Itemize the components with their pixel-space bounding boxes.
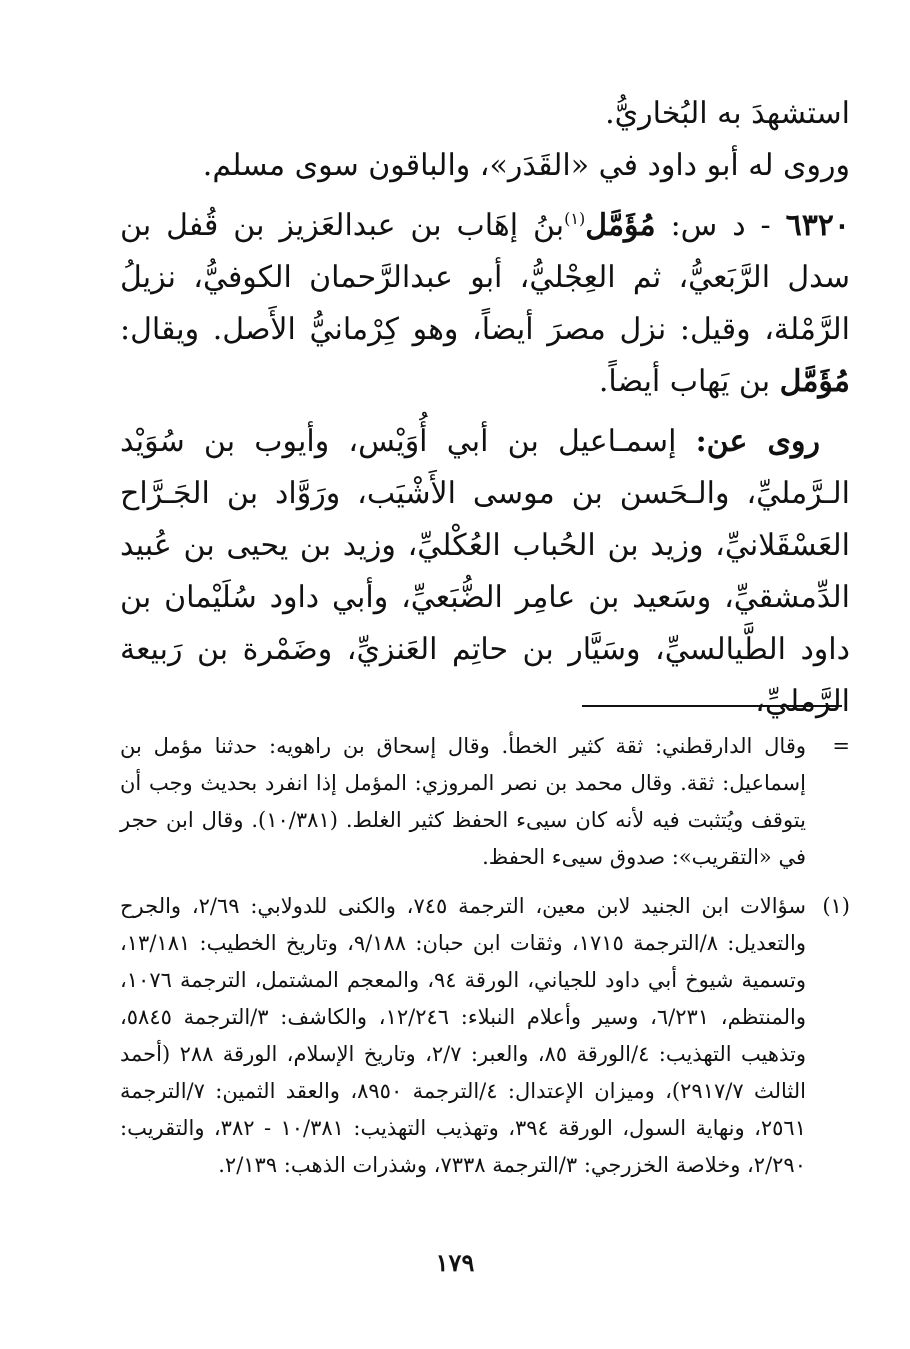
narrated-text: إسمـاعيل بن أبي أُوَيْس، وأيوب بن سُوَيْد الـرَّمليِّ، والـحَسن بن موسى الأَشْيَب، ورَوَّاد بن الجَـرَّاح العَسْقَلانيِّ، وزيد بن الحُباب العُكْليِّ، وزيد بن يحيى بن عُبيد الدِّمشقيِّ، وسَعيد بن عامِر الضُّبَعيِّ، وأبي داود سُلَيْمان بن داود الطَّيالسيِّ، وسَيَّار بن حاتِم العَنزيِّ، وضَمْرة بن رَبيعة الرَّمليِّ، <box>120 424 850 719</box>
narrated-paragraph <box>120 416 850 728</box>
entry-symbols: - د س: <box>670 208 771 243</box>
entry-name: مُؤَمَّل <box>585 208 656 243</box>
footnote-label: (١) <box>822 894 850 918</box>
footnote-1 <box>120 888 850 1184</box>
entry-text: بنُ إهَاب بن عبدالعَزيز بن قُفل بن سدل الرَّبَعيُّ، ثم العِجْليُّ، أبو عبدالرَّحمان الكوفيُّ، نزيلُ الرَّمْلة، وقيل: نزل مصرَ أيضاً، وهو كِرْمانيُّ الأَصل. ويقال: <box>120 208 850 347</box>
page-number: ١٧٩ <box>435 1248 475 1277</box>
paragraph-bukhari: استشهدَ به البُخاريُّ. <box>605 96 850 131</box>
entry-alt-name: مُؤَمَّل <box>779 364 850 399</box>
narrated-label: روى عن: <box>695 424 820 459</box>
footnote-reference: (١) <box>564 209 586 228</box>
footnote-label: = <box>832 734 850 758</box>
footnote-text: وقال الدارقطني: ثقة كثير الخطأ. وقال إسحاق بن راهويه: حدثنا مؤمل بن إسماعيل: ثقة. وقال محمد بن نصر المروزي: المؤمل إذا انفرد بحديث وجب أن يتوقف ويُتثبت فيه لأنه كان سيىء الحفظ كثير الغلط. (١٠/٣٨١). وقال ابن حجر في «التقريب»: صدوق سيىء الحفظ. <box>120 734 806 869</box>
main-text <box>120 88 850 728</box>
paragraph-abu-dawud: وروى له أبو داود في «القَدَر»، والباقون سوى مسلم. <box>202 148 850 183</box>
footnote-divider <box>582 705 842 707</box>
footnotes <box>120 728 850 1196</box>
footnote-continued <box>120 728 850 876</box>
footnote-text: سؤالات ابن الجنيد لابن معين، الترجمة ٧٤٥، والكنى للدولابي: ٢/٦٩، والجرح والتعديل: ٨/الترجمة ١٧١٥، وثقات ابن حبان: ٩/١٨٨، وتاريخ الخطيب: ١٣/١٨١، وتسمية شيوخ أبي داود للجياني، الورقة ٩٤، والمعجم المشتمل، الترجمة ١٠٧٦، والمنتظم، ٦/٢٣١، وسير وأعلام النبلاء: ١٢/٢٤٦، والكاشف: ٣/الترجمة ٥٨٤٥، وتذهيب التهذيب: ٤/الورقة ٨٥، والعبر: ٢/٧، وتاريخ الإسلام، الورقة ٢٨٨ (أحمد الثالث ٢٩١٧/٧)، وميزان الإعتدال: ٤/الترجمة ٨٩٥٠، والعقد الثمين: ٧/الترجمة ٢٥٦١، ونهاية السول، الورقة ٣٩٤، وتهذيب التهذيب: ١٠/٣٨١ - ٣٨٢، والتقريب: ٢/٢٩٠، وخلاصة الخزرجي: ٣/الترجمة ٧٣٣٨، وشذرات الذهب: ٢/١٣٩. <box>120 894 807 1177</box>
entry-number: ٦٣٢٠ <box>785 208 851 243</box>
entry-alt-rest: بن يَهاب أيضاً. <box>598 364 771 399</box>
entry-paragraph <box>120 200 850 408</box>
